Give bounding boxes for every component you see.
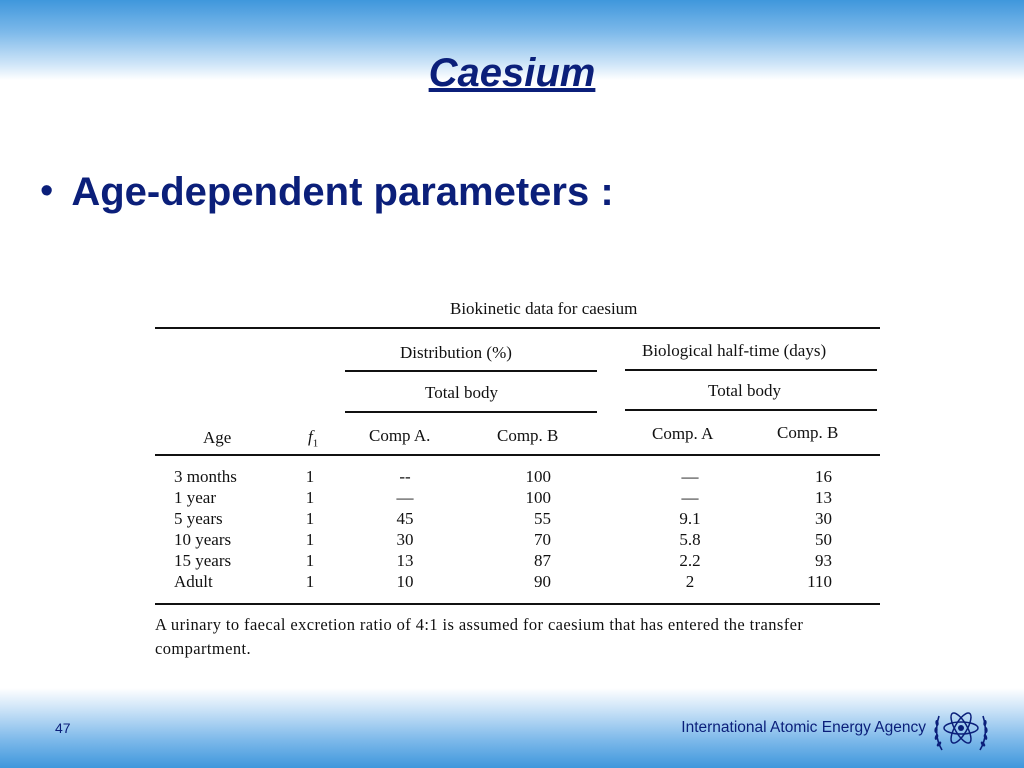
bullet-item bbox=[40, 168, 614, 216]
table-cell-dist-a: -- bbox=[399, 467, 411, 486]
col-header-age: Age bbox=[203, 428, 232, 447]
rule-total-body-left bbox=[345, 411, 597, 413]
table-cell-half-a: 5.8 bbox=[679, 530, 701, 549]
iaea-logo-icon bbox=[930, 700, 992, 758]
organization-name: International Atomic Energy Agency bbox=[681, 719, 926, 736]
table-top-rule bbox=[155, 327, 880, 329]
table-cell-age: 10 years bbox=[174, 530, 232, 549]
table-cell-half-b: 30 bbox=[815, 509, 832, 528]
col-header-f1 bbox=[308, 427, 318, 449]
table-cell-half-a: — bbox=[681, 488, 699, 507]
table-cell-half-a: 9.1 bbox=[679, 509, 701, 528]
table-cell-dist-b: 90 bbox=[534, 572, 551, 591]
table-cell-dist-a: 10 bbox=[396, 572, 414, 591]
table-cell-half-b: 13 bbox=[815, 488, 832, 507]
rule-total-body-right bbox=[625, 409, 877, 411]
table-cell-half-a: 2 bbox=[685, 572, 695, 591]
table-footnote: A urinary to faecal excretion ratio of 4:1 is assumed for caesium that has entered the transfer compartment. bbox=[155, 615, 804, 658]
bullet-text: Age-dependent parameters : bbox=[71, 170, 614, 214]
col-header-dist-comp-a: Comp A. bbox=[369, 426, 431, 445]
header-distribution: Distribution (%) bbox=[400, 343, 512, 362]
table-cell-dist-a: 13 bbox=[396, 551, 414, 570]
table-cell-dist-b: 100 bbox=[525, 467, 551, 486]
table-cell-dist-a: — bbox=[396, 488, 414, 507]
table-cell-f1: 1 bbox=[305, 530, 315, 549]
table-cell-f1: 1 bbox=[305, 551, 315, 570]
page-number: 47 bbox=[55, 720, 71, 736]
col-header-half-comp-b: Comp. B bbox=[777, 423, 839, 442]
col-header-dist-comp-b: Comp. B bbox=[497, 426, 559, 445]
table-cell-half-b: 93 bbox=[815, 551, 832, 570]
table-cell-dist-b: 87 bbox=[534, 551, 551, 570]
slide-title: Caesium bbox=[428, 51, 596, 95]
rule-distribution-group bbox=[345, 370, 597, 372]
biokinetic-table-figure bbox=[150, 295, 880, 660]
table-cell-half-a: — bbox=[681, 467, 699, 486]
table-cell-f1: 1 bbox=[305, 509, 315, 528]
header-total-body-left: Total body bbox=[425, 383, 498, 402]
f1-subscript: 1 bbox=[312, 437, 319, 450]
table-cell-half-b: 16 bbox=[815, 467, 832, 486]
col-header-half-comp-a: Comp. A bbox=[652, 424, 714, 443]
table-cell-dist-b: 55 bbox=[534, 509, 551, 528]
table-cell-half-b: 110 bbox=[807, 572, 832, 591]
table-cell-half-b: 50 bbox=[815, 530, 832, 549]
table-cell-dist-a: 30 bbox=[396, 530, 414, 549]
table-cell-f1: 1 bbox=[305, 572, 315, 591]
table-header-rule bbox=[155, 454, 880, 456]
table-cell-age: Adult bbox=[174, 572, 213, 591]
table-cell-age: 5 years bbox=[174, 509, 223, 528]
table-cell-half-a: 2.2 bbox=[679, 551, 701, 570]
table-cell-age: 1 year bbox=[174, 488, 217, 507]
table-cell-dist-b: 100 bbox=[525, 488, 551, 507]
table-cell-age: 15 years bbox=[174, 551, 232, 570]
table-cell-f1: 1 bbox=[305, 467, 315, 486]
table-caption: Biokinetic data for caesium bbox=[450, 299, 638, 318]
header-total-body-right: Total body bbox=[708, 381, 781, 400]
rule-half-time-group bbox=[625, 369, 877, 371]
bullet-dot-icon: • bbox=[40, 170, 54, 212]
table-cell-dist-b: 70 bbox=[534, 530, 551, 549]
table-cell-f1: 1 bbox=[305, 488, 315, 507]
table-bottom-rule bbox=[155, 603, 880, 605]
table-cell-dist-a: 45 bbox=[396, 509, 414, 528]
header-half-time: Biological half-time (days) bbox=[642, 341, 827, 360]
f1-symbol: f bbox=[308, 427, 313, 446]
table-cell-age: 3 months bbox=[174, 467, 237, 486]
